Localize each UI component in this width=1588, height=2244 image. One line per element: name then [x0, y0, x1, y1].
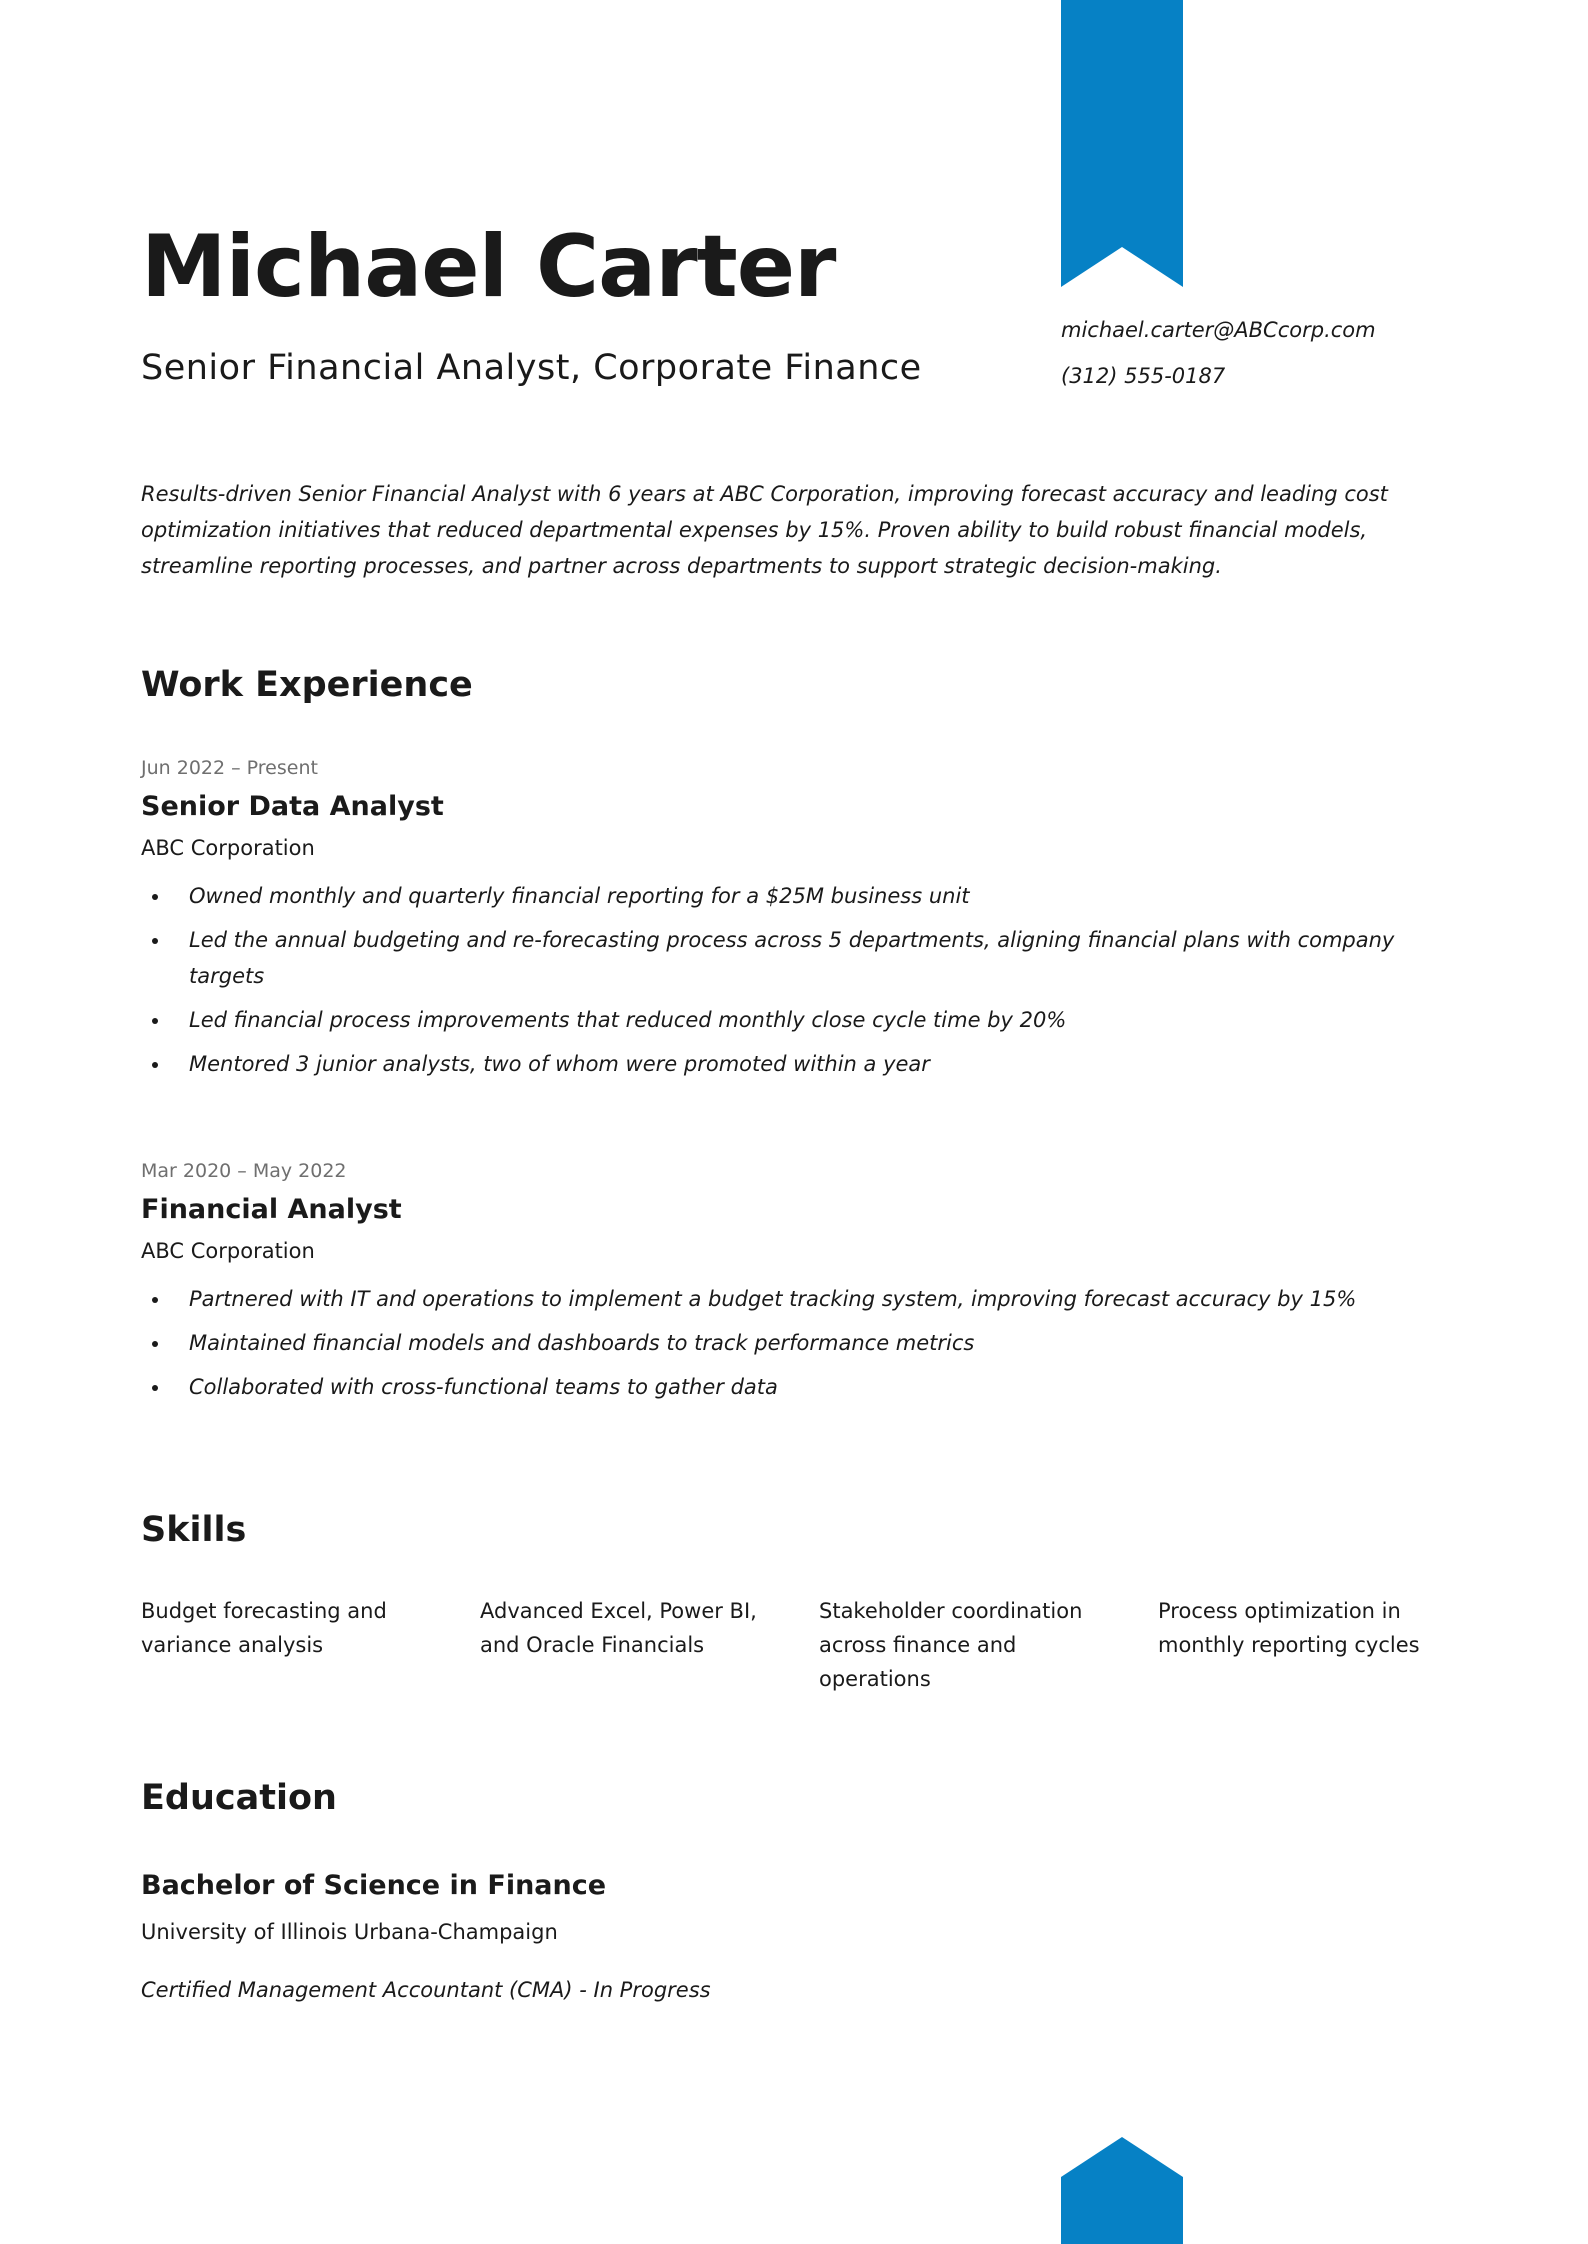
candidate-headline: Senior Financial Analyst, Corporate Finance [141, 348, 922, 388]
skill-item: Advanced Excel, Power BI, and Oracle Financials [480, 1599, 757, 1657]
skill-item: Process optimization in monthly reporting cycles [1158, 1599, 1420, 1657]
job-entry [141, 757, 1461, 1090]
job-title: Senior Data Analyst [141, 791, 444, 822]
skills-heading: Skills [141, 1510, 247, 1550]
job-bullet: Owned monthly and quarterly financial reporting for a $25M business unit [189, 878, 1461, 914]
candidate-name: Michael Carter [141, 217, 836, 317]
bottom-ribbon-decoration [1061, 2137, 1183, 2244]
job-bullet: Led financial process improvements that reduced monthly close cycle time by 20% [189, 1002, 1461, 1038]
job-bullet-list [141, 878, 1461, 1082]
job-dates: Jun 2022 – Present [141, 757, 318, 779]
skill-item: Stakeholder coordination across finance and operations [819, 1599, 1083, 1691]
education-school: University of Illinois Urbana-Champaign [141, 1920, 558, 1944]
job-dates: Mar 2020 – May 2022 [141, 1160, 347, 1182]
job-bullet: Maintained financial models and dashboards to track performance metrics [189, 1325, 1461, 1361]
job-bullet: Partnered with IT and operations to implement a budget tracking system, improving forecast accuracy by 15% [189, 1281, 1461, 1317]
phone-number: (312) 555-0187 [1061, 364, 1226, 388]
top-ribbon-decoration [1061, 0, 1183, 287]
profile-summary: Results-driven Senior Financial Analyst with 6 years at ABC Corporation, improving forecast accuracy and leading cost optimization initiatives that reduced departmental expenses by 15%. Proven ability to build robust financial models, streamline reporting processes, and partner across departments to support strategic decision-making. [141, 482, 1388, 578]
job-bullet: Collaborated with cross-functional teams to gather data [189, 1369, 1461, 1405]
work-experience-heading: Work Experience [141, 665, 473, 705]
job-company: ABC Corporation [141, 836, 315, 860]
job-bullet: Mentored 3 junior analysts, two of whom were promoted within a year [189, 1046, 1461, 1082]
job-entry [141, 1160, 1461, 1413]
education-degree: Bachelor of Science in Finance [141, 1870, 607, 1901]
skills-grid [141, 1594, 1501, 1696]
email-link[interactable]: michael.carter@ABCcorp.com [1061, 318, 1376, 342]
job-company: ABC Corporation [141, 1239, 315, 1263]
skill-item: Budget forecasting and variance analysis [141, 1599, 387, 1657]
education-certification: Certified Management Accountant (CMA) - In Progress [141, 1978, 711, 2002]
job-bullet: Led the annual budgeting and re-forecasting process across 5 departments, aligning financial plans with company targets [189, 922, 1461, 994]
education-heading: Education [141, 1778, 337, 1818]
contact-block [1061, 314, 1376, 406]
job-title: Financial Analyst [141, 1194, 402, 1225]
job-bullet-list [141, 1281, 1461, 1405]
